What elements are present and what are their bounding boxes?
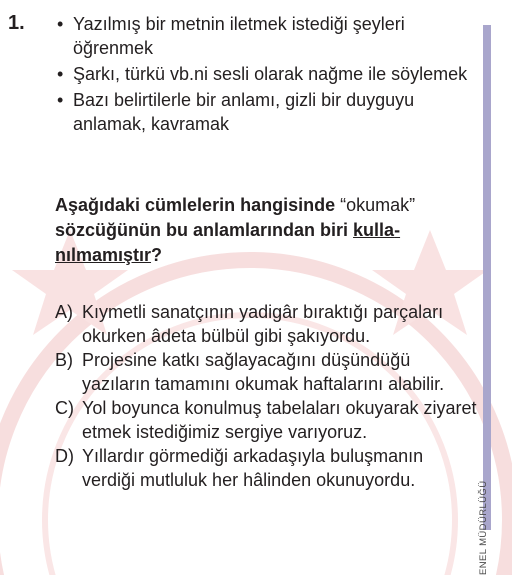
bullet-icon: •	[57, 64, 64, 84]
option-text: Projesine katkı sağlayacağını düşündüğü yazıların tamamını okumak haftalarını alabilir.	[82, 350, 445, 394]
option-letter: A)	[55, 302, 73, 322]
vertical-watermark-text: ENEL MÜDÜRLÜĞÜ	[478, 480, 489, 575]
option-letter: D)	[55, 446, 74, 466]
bullet-icon: •	[57, 90, 64, 110]
option-c[interactable]	[55, 396, 480, 444]
option-letter: B)	[55, 350, 73, 370]
bullet-icon: •	[57, 14, 64, 34]
option-d[interactable]	[55, 444, 480, 492]
definition-item: • Bazı belirtilerle bir anlamı, gizli bir duyguyu anlamak, kavramak	[57, 90, 415, 134]
option-letter: C)	[55, 398, 74, 418]
question-number: 1.	[8, 12, 25, 34]
underlined-negation: kullanılmamıştır	[55, 220, 401, 265]
option-b[interactable]	[55, 348, 480, 396]
answer-options	[55, 300, 480, 492]
question-stem: Aşağıdaki cümlelerin hangisinde “okumak” sözcüğünün bu anlamlarından biri kullanılmamıştır?	[55, 195, 416, 265]
definition-item: • Yazılmış bir metnin iletmek istediği şeyleri öğrenmek	[57, 14, 405, 58]
definition-list	[55, 12, 485, 138]
option-a[interactable]	[55, 300, 480, 348]
option-text: Yıllardır görmediği arkadaşıyla buluşmanın verdiği mutluluk her hâlinden okunuyordu.	[82, 446, 424, 490]
definition-item: • Şarkı, türkü vb.ni sesli olarak nağme ile söylemek	[57, 64, 468, 84]
quoted-word: “okumak”	[340, 195, 416, 215]
option-text: Yol boyunca konulmuş tabelaları okuyarak ziyaret etmek istediğimiz sergiye varıyoruz.	[82, 398, 477, 442]
option-text: Kıymetli sanatçının yadigâr bıraktığı parçaları okurken âdeta bülbül gibi şakıyordu.	[82, 302, 444, 346]
